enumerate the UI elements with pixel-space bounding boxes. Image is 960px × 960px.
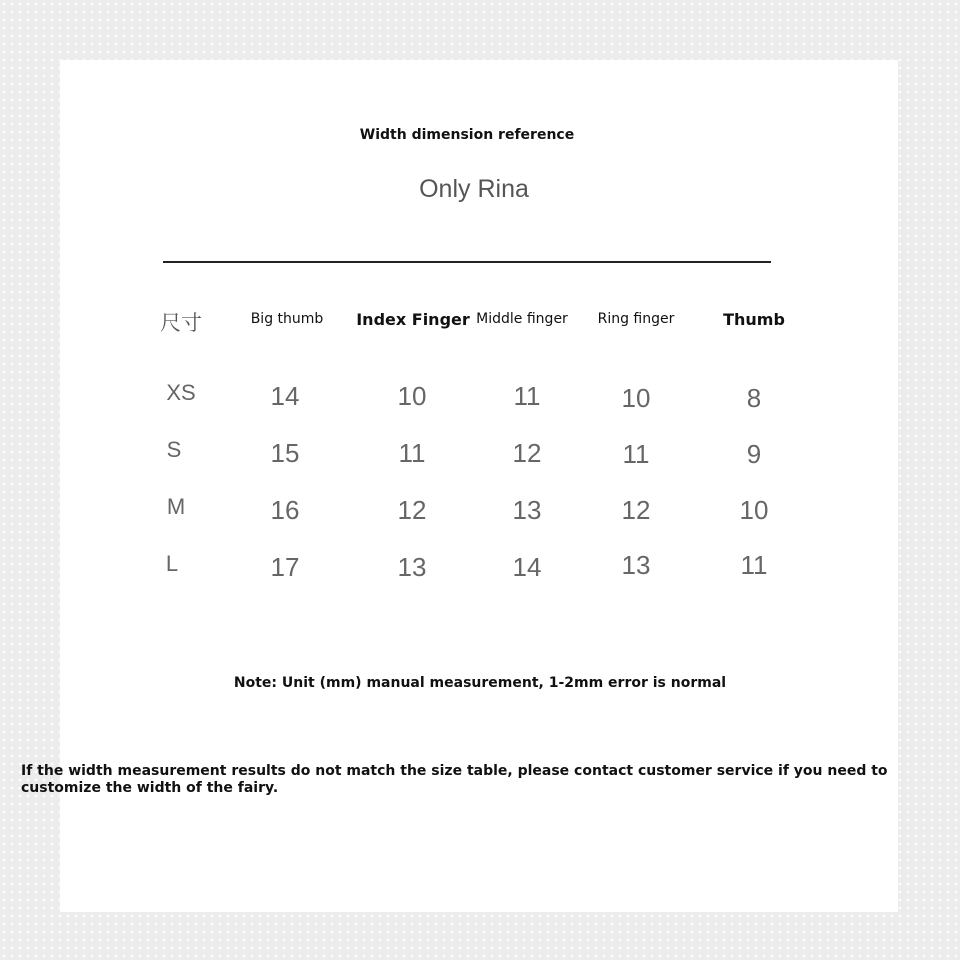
value-cell: 10 — [621, 383, 651, 413]
value-cell: 14 — [512, 552, 542, 582]
value-cell: 11 — [740, 550, 768, 580]
customization-note: If the width measurement results do not match the size table, please contact customer service if you need to customize the width of the fairy. — [21, 763, 888, 796]
value-cell: 9 — [746, 439, 762, 469]
value-cell: 14 — [270, 381, 300, 411]
value-cell: 12 — [512, 438, 542, 468]
value-cell: 11 — [513, 381, 541, 411]
value-cell: 12 — [397, 495, 427, 525]
value-cell: 12 — [621, 495, 651, 525]
value-cell: 11 — [398, 438, 426, 468]
value-cell: 10 — [739, 495, 769, 525]
chart-title: Width dimension reference — [359, 127, 575, 143]
value-cell: 16 — [270, 495, 300, 525]
header-ring-finger: Ring finger — [597, 311, 675, 327]
value-cell: 8 — [746, 383, 762, 413]
header-middle-finger: Middle finger — [476, 311, 568, 327]
value-cell: 10 — [397, 381, 427, 411]
header-index-finger: Index Finger — [356, 310, 470, 329]
value-cell: 13 — [397, 552, 427, 582]
value-cell: 15 — [270, 438, 300, 468]
brand-name: Only Rina — [419, 175, 529, 203]
measurement-note: Note: Unit (mm) manual measurement, 1-2mm error is normal — [233, 675, 727, 691]
header-big-thumb: Big thumb — [250, 311, 324, 327]
value-cell: 17 — [270, 552, 300, 582]
header-thumb: Thumb — [723, 310, 785, 329]
size-cell: L — [165, 551, 179, 576]
value-cell: 13 — [512, 495, 542, 525]
value-cell: 11 — [622, 439, 650, 469]
value-cell: 13 — [621, 550, 651, 580]
size-cell: S — [166, 437, 182, 462]
size-cell: XS — [166, 380, 196, 405]
size-cell: M — [166, 494, 186, 519]
divider — [163, 261, 771, 263]
header-size: 尺寸 — [160, 311, 202, 335]
